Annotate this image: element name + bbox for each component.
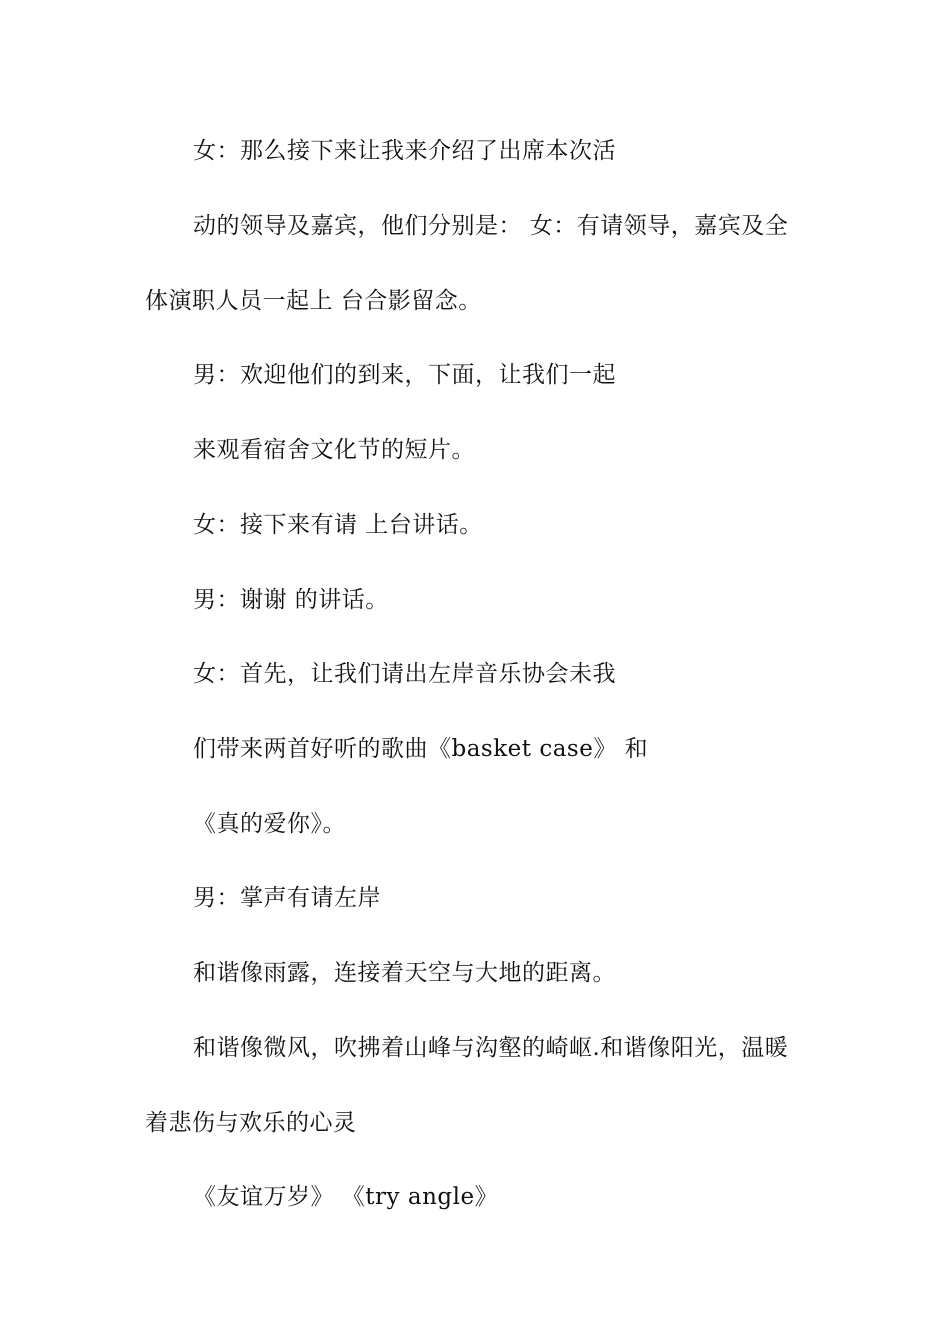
text-line-15: 《友谊万岁》 《try angle》 [193, 1184, 499, 1210]
text-line-14: 着悲伤与欢乐的心灵 [145, 1110, 357, 1136]
text-line-11: 男：掌声有请左岸 [193, 885, 381, 911]
text-line-4: 男：欢迎他们的到来，下面，让我们一起 [193, 362, 616, 388]
text-line-13: 和谐像微风，吹拂着山峰与沟壑的崎岖.和谐像阳光，温暖 [193, 1035, 789, 1061]
text-line-5: 来观看宿舍文化节的短片。 [193, 437, 475, 463]
text-line-12: 和谐像雨露，连接着天空与大地的距离。 [193, 960, 616, 986]
text-line-10: 《真的爱你》。 [193, 811, 346, 837]
text-line-2: 动的领导及嘉宾，他们分别是： 女：有请领导，嘉宾及全 [193, 213, 789, 239]
text-line-3: 体演职人员一起上 台合影留念。 [145, 288, 482, 314]
text-line-6: 女：接下来有请 上台讲话。 [193, 512, 483, 538]
text-line-9: 们带来两首好听的歌曲《basket case》 和 [193, 736, 649, 762]
text-line-7: 男：谢谢 的讲话。 [193, 587, 389, 613]
text-line-8: 女：首先，让我们请出左岸音乐协会未我 [193, 661, 616, 687]
text-line-1: 女：那么接下来让我来介绍了出席本次活 [193, 138, 616, 164]
